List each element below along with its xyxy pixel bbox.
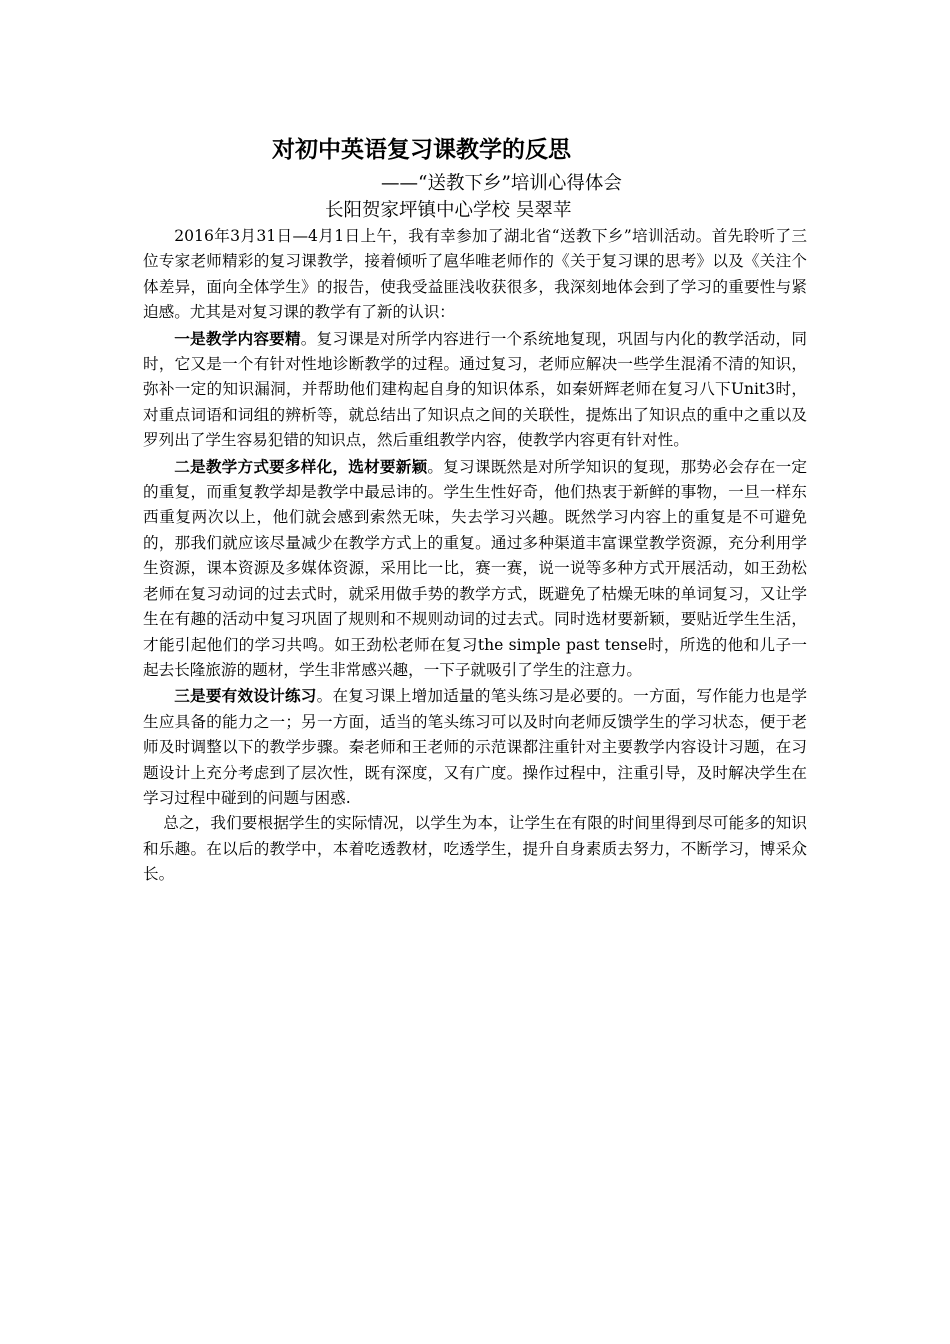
intro-paragraph: 2016年3月31日—4月1日上午，我有幸参加了湖北省“送教下乡”培训活动。首先聆听了三位专家老师精彩的复习课教学，接着倾听了扈华唯老师作的《关于复习课的思考》以及《关注个体差异，面向全体学生》的报告，使我受益匪浅收获很多，我深刻地体会到了学习的重要性与紧迫感。尤其是对复习课的教学有了新的认识： [143, 227, 807, 322]
point-two-heading: 二是教学方式要多样化，选材要新颖 [174, 456, 428, 476]
document-page [143, 130, 807, 888]
point-one-body: 。复习课是对所学内容进行一个系统地复现，巩固与内化的教学活动，同时，它又是一个有针对性地诊断教学的过程。通过复习，老师应解决一些学生混淆不清的知识，弥补一定的知识漏洞，并帮助他们建构起自身的知识体系，如秦妍辉老师在复习八下Unit3时，对重点词语和词组的辨析等，就总结出了知识点之间的关联性，提炼出了知识点的重中之重以及罗列出了学生容易犯错的知识点，然后重组教学内容，使教学内容更有针对性。 [143, 329, 807, 450]
point-three-heading: 三是要有效设计练习 [174, 686, 317, 706]
document-author: 长阳贺家坪镇中心学校 吴翠苹 [325, 200, 572, 221]
point-two-paragraph [143, 454, 807, 684]
document-title: 对初中英语复习课教学的反思 [272, 136, 571, 163]
point-three-paragraph [143, 683, 807, 811]
point-two-body: 。复习课既然是对所学知识的复现，那势必会存在一定的重复，而重复教学却是教学中最忌讳的。学生生性好奇，他们热衷于新鲜的事物，一旦一样东西重复两次以上，他们就会感到索然无味，失去学习兴趣。既然学习内容上的重复是不可避免的，那我们就应该尽量减少在教学方式上的重复。通过多种渠道丰富课堂教学资源，充分利用学生资源，课本资源及多媒体资源，采用比一比，赛一赛，说一说等多种方式开展活动，如王劲松老师在复习动词的过去式时，就采用做手势的教学方式，既避免了枯燥无味的单词复习，又让学生在有趣的活动中复习巩固了规则和不规则动词的过去式。同时选材要新颖，要贴近学生生活，才能引起他们的学习共鸣。如王劲松老师在复习the simple past tense时，所选的他和儿子一起去长隆旅游的题材，学生非常感兴趣，一下子就吸引了学生的注意力。 [143, 457, 807, 679]
point-three-body: 。在复习课上增加适量的笔头练习是必要的。一方面，写作能力也是学生应具备的能力之一；另一方面，适当的笔头练习可以及时向老师反馈学生的学习状态，便于老师及时调整以下的教学步骤。秦老师和王老师的示范课都注重针对主要教学内容设计习题，在习题设计上充分考虑到了层次性，既有深度，又有广度。操作过程中，注重引导，及时解决学生在学习过程中碰到的问题与困惑. [143, 687, 807, 807]
conclusion-paragraph: 总之，我们要根据学生的实际情况，以学生为本，让学生在有限的时间里得到尽可能多的知识和乐趣。在以后的教学中，本着吃透教材，吃透学生，提升自身素质去努力，不断学习，博采众长。 [143, 814, 807, 884]
document-subtitle: ——“送教下乡”培训心得体会 [381, 173, 622, 194]
point-one-paragraph [143, 326, 807, 454]
point-one-heading: 一是教学内容要精 [174, 328, 301, 348]
